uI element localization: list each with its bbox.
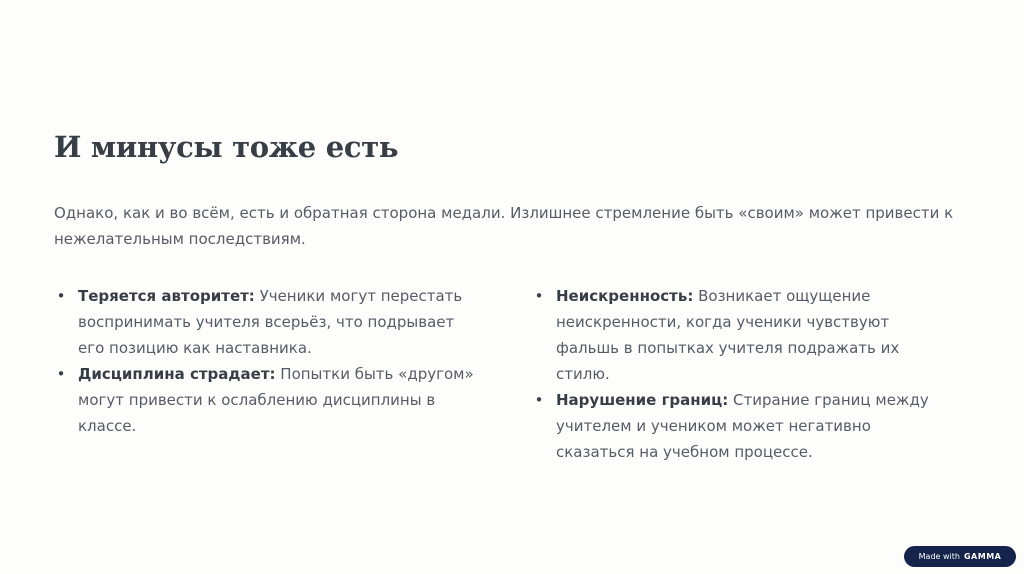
bullet-item bbox=[54, 361, 474, 439]
bullet-dot: • bbox=[534, 287, 544, 305]
bullet-text: Стирание границ между учителем и учеником может негативно сказаться на учебном процессе. bbox=[556, 391, 929, 461]
slide-title: И минусы тоже есть bbox=[54, 130, 399, 164]
bullet-dot: • bbox=[56, 365, 66, 383]
bullet-item bbox=[532, 283, 952, 387]
bullet-heading: Теряется авторитет: bbox=[78, 287, 255, 305]
right-bullet-list bbox=[532, 283, 952, 465]
badge-prefix: Made with bbox=[918, 552, 960, 561]
bullet-item bbox=[532, 387, 952, 465]
bullet-text: Ученики могут перестать воспринимать учителя всерьёз, что подрывает его позицию как наставника. bbox=[78, 287, 463, 357]
intro-paragraph: Однако, как и во всём, есть и обратная сторона медали. Излишнее стремление быть «своим» может привести к нежелательным последствиям. bbox=[54, 204, 954, 248]
bullet-dot: • bbox=[56, 287, 66, 305]
gamma-logo: GAMMA bbox=[963, 552, 1002, 561]
left-bullet-list bbox=[54, 283, 474, 439]
bullet-heading: Дисциплина страдает: bbox=[78, 365, 276, 383]
made-with-gamma-badge[interactable] bbox=[904, 546, 1016, 567]
bullet-heading: Нарушение границ: bbox=[556, 391, 729, 409]
bullet-text: Возникает ощущение неискренности, когда ученики чувствуют фальшь в попытках учителя подражать их стилю. bbox=[556, 287, 900, 383]
bullet-item bbox=[54, 283, 474, 361]
bullet-heading: Неискренность: bbox=[556, 287, 694, 305]
bullet-text: Попытки быть «другом» могут привести к ослаблению дисциплины в классе. bbox=[78, 365, 474, 435]
bullet-dot: • bbox=[534, 391, 544, 409]
